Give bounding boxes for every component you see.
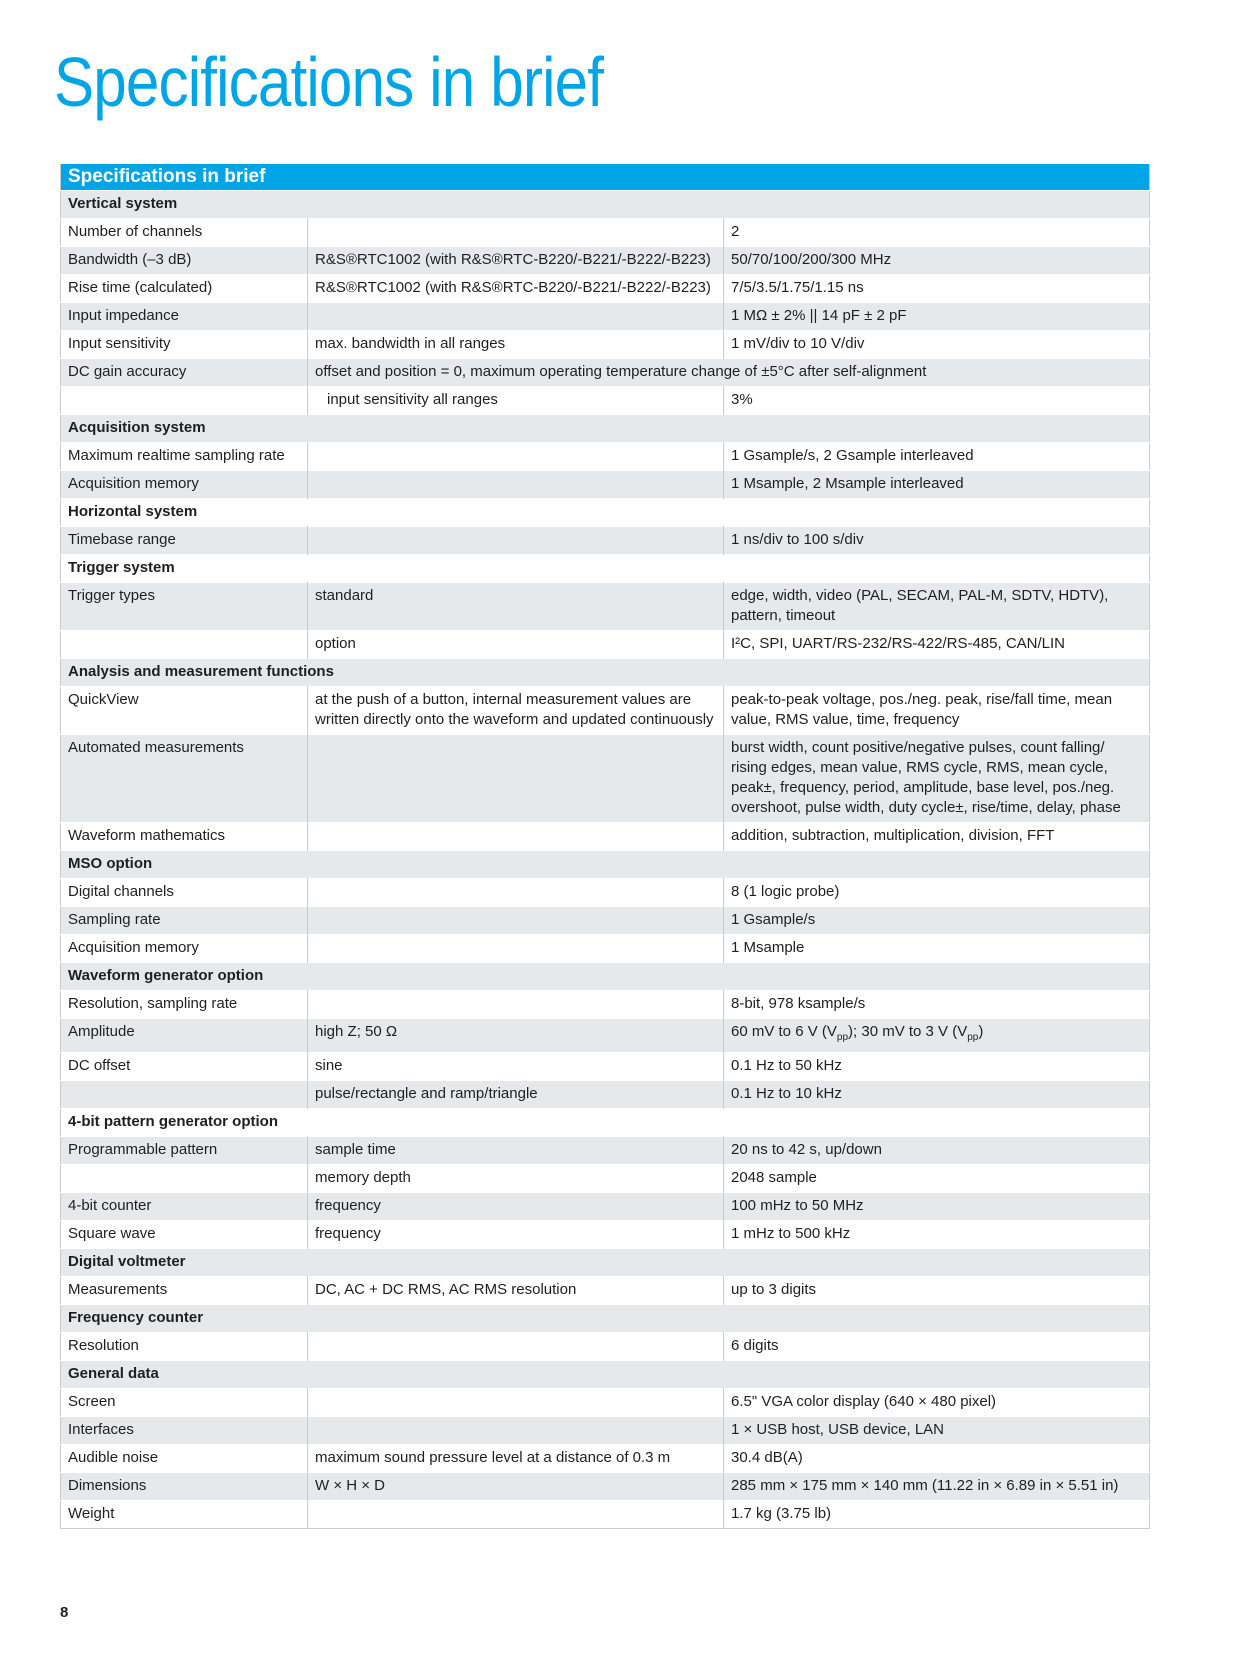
amplitude-sub-1: pp [836, 1032, 849, 1043]
spec-condition: option [308, 631, 724, 659]
spec-value: 1 Gsample/s [724, 907, 1150, 935]
spec-condition [308, 935, 724, 963]
spec-label: Timebase range [61, 527, 308, 555]
spec-value: 6.5" VGA color display (640 × 480 pixel) [724, 1389, 1150, 1417]
spec-label: Dimensions [61, 1473, 308, 1501]
table-row [61, 443, 1150, 471]
section-heading-waveform [61, 963, 1150, 991]
spec-value: 3% [724, 387, 1150, 415]
spec-value: 100 mHz to 50 MHz [724, 1193, 1150, 1221]
table-row [61, 1019, 1150, 1053]
spec-value: 7/5/3.5/1.75/1.15 ns [724, 275, 1150, 303]
spec-label [61, 1165, 308, 1193]
spec-label: Programmable pattern [61, 1137, 308, 1165]
table-row [61, 1473, 1150, 1501]
section-heading: Analysis and measurement functions [61, 659, 1150, 687]
spec-label: QuickView [61, 687, 308, 735]
amplitude-text-c: ) [978, 1023, 984, 1040]
page-number: 8 [60, 1604, 69, 1621]
spec-condition: DC, AC + DC RMS, AC RMS resolution [308, 1277, 724, 1305]
table-row [61, 1193, 1150, 1221]
table-row [61, 1445, 1150, 1473]
spec-label: Automated measurements [61, 735, 308, 823]
spec-condition: R&S®RTC1002 (with R&S®RTC-B220/-B221/-B222/-B223) [308, 275, 724, 303]
spec-condition: frequency [308, 1193, 724, 1221]
spec-condition [308, 471, 724, 499]
table-row [61, 935, 1150, 963]
spec-condition: offset and position = 0, maximum operating temperature change of ±5°C after self-alignment [308, 359, 1150, 387]
table-row [61, 1221, 1150, 1249]
amplitude-text-b: ); 30 mV to 3 V (V [848, 1023, 968, 1040]
spec-label: Input impedance [61, 303, 308, 331]
table-row [61, 583, 1150, 631]
table-row [61, 1333, 1150, 1361]
section-heading-trigger [61, 555, 1150, 583]
section-heading: Horizontal system [61, 499, 1150, 527]
amplitude-text-a: 60 mV to 6 V (V [731, 1023, 837, 1040]
spec-label: Measurements [61, 1277, 308, 1305]
spec-condition: standard [308, 583, 724, 631]
spec-label: Acquisition memory [61, 471, 308, 499]
spec-value: 0.1 Hz to 50 kHz [724, 1053, 1150, 1081]
spec-condition: pulse/rectangle and ramp/triangle [308, 1081, 724, 1109]
section-heading-analysis [61, 659, 1150, 687]
spec-value: 285 mm × 175 mm × 140 mm (11.22 in × 6.89 in × 5.51 in) [724, 1473, 1150, 1501]
spec-value: 0.1 Hz to 10 kHz [724, 1081, 1150, 1109]
spec-label: DC gain accuracy [61, 359, 308, 387]
table-row [61, 387, 1150, 415]
page-title: Specifications in brief [54, 43, 604, 121]
section-heading-vertical [61, 191, 1150, 219]
section-heading: Vertical system [61, 191, 1150, 219]
table-row [61, 247, 1150, 275]
spec-condition: frequency [308, 1221, 724, 1249]
section-heading: MSO option [61, 851, 1150, 879]
spec-condition [308, 907, 724, 935]
table-row [61, 823, 1150, 851]
spec-value: 1 × USB host, USB device, LAN [724, 1417, 1150, 1445]
table-row [61, 735, 1150, 823]
table-row [61, 1137, 1150, 1165]
table-row [61, 471, 1150, 499]
spec-value: 1 Msample [724, 935, 1150, 963]
spec-condition [308, 219, 724, 247]
table-row [61, 1053, 1150, 1081]
spec-value: 2048 sample [724, 1165, 1150, 1193]
spec-condition: R&S®RTC1002 (with R&S®RTC-B220/-B221/-B222/-B223) [308, 247, 724, 275]
spec-value [724, 1019, 1150, 1053]
section-heading: 4-bit pattern generator option [61, 1109, 1150, 1137]
spec-condition [308, 303, 724, 331]
section-heading: Acquisition system [61, 415, 1150, 443]
spec-value: I²C, SPI, UART/RS-232/RS-422/RS-485, CAN/LIN [724, 631, 1150, 659]
spec-label: Screen [61, 1389, 308, 1417]
spec-condition [308, 1389, 724, 1417]
spec-value: burst width, count positive/negative pulses, count falling/ rising edges, mean value, RMS cycle, RMS, mean cycle, peak±, frequency, period, amplitude, base level, pos./neg. overshoot, pulse width, duty cycle±, rise/time, delay, phase [724, 735, 1150, 823]
spec-value: 1 mV/div to 10 V/div [724, 331, 1150, 359]
spec-condition: max. bandwidth in all ranges [308, 331, 724, 359]
spec-value: 1 Gsample/s, 2 Gsample interleaved [724, 443, 1150, 471]
spec-label: Input sensitivity [61, 331, 308, 359]
amplitude-sub-2: pp [967, 1032, 979, 1043]
table-row [61, 1081, 1150, 1109]
spec-value: 1 Msample, 2 Msample interleaved [724, 471, 1150, 499]
table-row [61, 1389, 1150, 1417]
spec-condition [308, 991, 724, 1019]
table-row [61, 1417, 1150, 1445]
spec-value: 50/70/100/200/300 MHz [724, 247, 1150, 275]
spec-condition: sample time [308, 1137, 724, 1165]
spec-condition [308, 443, 724, 471]
section-heading-dvm [61, 1249, 1150, 1277]
spec-value: up to 3 digits [724, 1277, 1150, 1305]
section-heading-pattern [61, 1109, 1150, 1137]
table-row [61, 879, 1150, 907]
spec-condition [308, 1501, 724, 1529]
spec-label: Resolution, sampling rate [61, 991, 308, 1019]
table-row [61, 219, 1150, 247]
table-row [61, 359, 1150, 387]
spec-label [61, 1081, 308, 1109]
spec-condition [308, 879, 724, 907]
spec-label: Acquisition memory [61, 935, 308, 963]
spec-condition [308, 735, 724, 823]
table-row [61, 991, 1150, 1019]
section-heading: Trigger system [61, 555, 1150, 583]
section-heading-acquisition [61, 415, 1150, 443]
spec-condition: input sensitivity all ranges [308, 387, 724, 415]
spec-value: 30.4 dB(A) [724, 1445, 1150, 1473]
spec-condition [308, 1333, 724, 1361]
spec-value: addition, subtraction, multiplication, division, FFT [724, 823, 1150, 851]
spec-value: 8-bit, 978 ksample/s [724, 991, 1150, 1019]
section-heading-mso [61, 851, 1150, 879]
spec-value: 1 MΩ ± 2% || 14 pF ± 2 pF [724, 303, 1150, 331]
table-row [61, 687, 1150, 735]
section-heading: Digital voltmeter [61, 1249, 1150, 1277]
spec-label: Digital channels [61, 879, 308, 907]
section-heading: Waveform generator option [61, 963, 1150, 991]
spec-condition [308, 823, 724, 851]
table-title: Specifications in brief [61, 164, 1150, 191]
spec-condition: W × H × D [308, 1473, 724, 1501]
spec-value: 6 digits [724, 1333, 1150, 1361]
spec-label: Square wave [61, 1221, 308, 1249]
spec-label: Trigger types [61, 583, 308, 631]
spec-label: DC offset [61, 1053, 308, 1081]
table-row [61, 907, 1150, 935]
table-row [61, 275, 1150, 303]
spec-condition [308, 527, 724, 555]
spec-label: Bandwidth (–3 dB) [61, 247, 308, 275]
section-heading-general [61, 1361, 1150, 1389]
spec-label: Resolution [61, 1333, 308, 1361]
table-row [61, 527, 1150, 555]
spec-condition [308, 1417, 724, 1445]
table-row [61, 1277, 1150, 1305]
spec-table [60, 164, 1150, 1529]
spec-condition: high Z; 50 Ω [308, 1019, 724, 1053]
spec-label: Sampling rate [61, 907, 308, 935]
spec-condition: sine [308, 1053, 724, 1081]
spec-label [61, 631, 308, 659]
spec-label: Maximum realtime sampling rate [61, 443, 308, 471]
spec-value: 2 [724, 219, 1150, 247]
table-row [61, 331, 1150, 359]
spec-label: Weight [61, 1501, 308, 1529]
section-heading: General data [61, 1361, 1150, 1389]
table-row [61, 1501, 1150, 1529]
spec-value: peak-to-peak voltage, pos./neg. peak, rise/fall time, mean value, RMS value, time, frequency [724, 687, 1150, 735]
spec-label: 4-bit counter [61, 1193, 308, 1221]
table-row [61, 303, 1150, 331]
spec-value: 8 (1 logic probe) [724, 879, 1150, 907]
spec-label: Audible noise [61, 1445, 308, 1473]
spec-label: Rise time (calculated) [61, 275, 308, 303]
spec-condition: memory depth [308, 1165, 724, 1193]
spec-value: edge, width, video (PAL, SECAM, PAL-M, SDTV, HDTV), pattern, timeout [724, 583, 1150, 631]
spec-label: Number of channels [61, 219, 308, 247]
table-row [61, 631, 1150, 659]
spec-label [61, 387, 308, 415]
spec-value: 1 mHz to 500 kHz [724, 1221, 1150, 1249]
spec-value: 1 ns/div to 100 s/div [724, 527, 1150, 555]
spec-label: Amplitude [61, 1019, 308, 1053]
spec-condition: at the push of a button, internal measurement values are written directly onto the waveform and updated continuously [308, 687, 724, 735]
section-heading-counter [61, 1305, 1150, 1333]
spec-value: 20 ns to 42 s, up/down [724, 1137, 1150, 1165]
spec-label: Waveform mathematics [61, 823, 308, 851]
table-row [61, 1165, 1150, 1193]
spec-label: Interfaces [61, 1417, 308, 1445]
section-heading: Frequency counter [61, 1305, 1150, 1333]
section-heading-horizontal [61, 499, 1150, 527]
spec-value: 1.7 kg (3.75 lb) [724, 1501, 1150, 1529]
spec-condition: maximum sound pressure level at a distance of 0.3 m [308, 1445, 724, 1473]
